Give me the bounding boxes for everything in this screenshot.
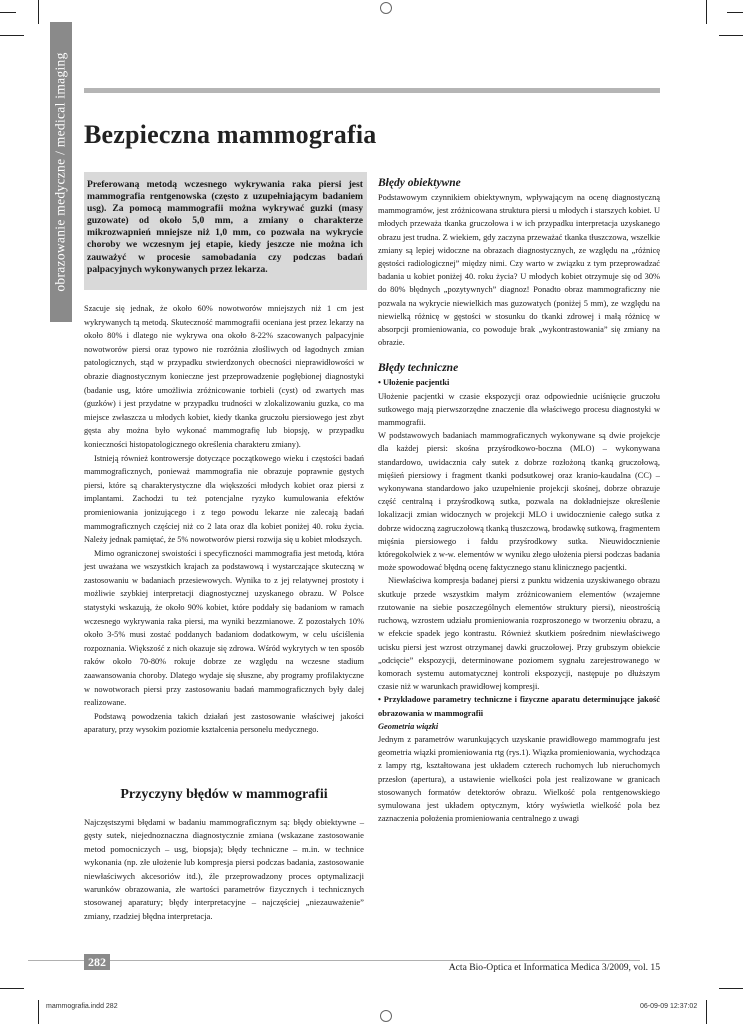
article-title: Bezpieczna mammografia xyxy=(84,120,377,149)
crop-mark xyxy=(0,988,24,989)
page-number: 282 xyxy=(84,954,110,970)
registration-mark-icon xyxy=(380,1010,392,1022)
footer-rule xyxy=(28,960,640,961)
crop-mark xyxy=(706,0,707,24)
header-rule xyxy=(84,88,660,93)
subheading-technical-errors: Błędy techniczne xyxy=(378,362,459,375)
body-paragraph: Niewłaściwa kompresja badanej piersi z punktu widzenia uzyskiwanego obrazu skutkuje przede wszystkim małym zróżnicowaniem elementów (wzajemne rzutowanie na siebie poszczególnych elementów struktury piersi), nieostrością ruchową, wzrostem udziału promieniowania rozproszonego w tworzeniu obrazu, a w efekcie spadek jego kontrastu. Również skutkiem pośrednim niewłaściwego ucisku piersi jest wzrost otrzymanej dawki gruczołowej. Przy grubszym obiekcie „odcięcie” ekspozycji, determinowane poziomem sygnału zarejestrowanego w komorach systemu automatycznej kontroli ekspozycji, następuje po dłuższym czasie niż w warunkach prawidłowej kompresji. xyxy=(378,576,660,692)
print-slug-file: mammografia.indd 282 xyxy=(46,1003,118,1010)
bullet-heading: • Przykładowe parametry techniczne i fizyczne aparatu determinujące jakość obrazowania w mammografii xyxy=(378,695,660,718)
body-paragraph: Mimo ograniczonej swoistości i specyficzności mammografia jest metodą, która jest uważana we wszystkich krajach za podstawową i wystarczające skuteczną w zastosowaniu w badaniach przesiewowych. Wynika to z jej relatywnej prostoty i możliwie szybkiej interpretacji diagnostycznej uzyskanego obrazu. W Polsce statystyki wskazują, że około 90% kobiet, które poddały się badaniom w ramach wczesnego wykrywania raka piersi, ma wyniki bezzmianowe. Z pozostałych 10% około 3-5% musi zostać poddanych badaniom dodatkowym, w celu uściślenia rozpoznania. Większość z nich okazuje się zdrowa. Wśród wykrytych w ten sposób raków około 70-80% rokuje dobrze ze względu na wczesne stadium zaawansowania choroby. Dlatego wydaje się słuszne, aby programy profilaktyczne w nowotworach piersi przy zastosowaniu badań mammograficznych były dalej realizowane. xyxy=(84,548,364,708)
body-paragraph: Szacuje się jednak, że około 60% nowotworów mniejszych niż 1 cm jest wykrywanych tą metodą. Skuteczność mammografii oceniana jest przez lekarzy na około 80% i dlatego nie wykrywa ona około 8-22% szacowanych palpacyjnie nowotworów piersi oraz typowo nie rozróżnia złośliwych od łagodnych zmian patologicznych, stąd w przypadku stwierdzonych obecności nieprawidłowości w obrazie diagnostycznym konieczne jest przeprowadzenie pogłębionej diagnostyki (badanie usg, które umożliwia zróżnicowanie torbieli (cyst) od zwartych mas (guzków) i jest przydatne w przypadku trudności w zlokalizowaniu guzka, co ma miejsce zwłaszcza u młodych kobiet, kiedy tkanka gruczołu piersiowego jest zbyt gęsta aby można było wykonać mammografię lub biopsję, w przypadku konieczności histopatologicznego określenia charakteru zmiany). xyxy=(84,304,364,449)
body-paragraph: Istnieją również kontrowersje dotyczące początkowego wieku i częstości badań mammograficznych, ponieważ mammografia nie obrazuje poprawnie gęstych piersi, które są charakterystyczne dla większości młodych kobiet oraz piersi z implantami. Zachodzi tu też potencjalne ryzyko kumulowania efektów promieniowania jonizującego i z tego powodu lekarze nie zalecają badań mammograficznych częściej niż co 2 lata oraz dla kobiet poniżej 40. roku życia. Należy jednak pamiętać, że 5% nowotworów piersi rozwija się u kobiet młodszych. xyxy=(84,453,364,545)
crop-mark xyxy=(38,0,39,24)
crop-mark xyxy=(719,35,743,36)
section-heading: Przyczyny błędów w mammografii xyxy=(120,787,328,802)
crop-mark xyxy=(0,12,16,13)
minor-heading: Geometria wiązki xyxy=(378,721,439,731)
journal-citation: Acta Bio-Optica et Informatica Medica 3/2009, vol. 15 xyxy=(448,962,660,973)
body-paragraph: Podstawowym czynnikiem obiektywnym, wpływającym na ocenę diagnostyczną mammogramów, jest zróżnicowana struktura piersi u młodych i starszych kobiet. U młodych przeważa tkanka gruczołowa i w ich przypadku interpretacja uzyskanego obrazu jest trudna. Z wiekiem, gdy zaczyna przeważać tkanka tłuszczowa, wszelkie zmiany są lepiej widoczne na obrazach diagnostycznych, ze względu na „różnicę gęstości radiologicznej” między nimi. Czy warto w związku z tym przeprowadzać badania u kobiet poniżej 40. roku życia? U młodych kobiet otrzymuje się od 30% do 80% błędnych „pozytywnych” diagnoz! Ponadto obraz mammograficzny nie pozwala na wykrycie niewielkich mas guzowatych (poniżej 5 mm), ze względu na niewielką różnicę w gęstości w stosunku do tkanki zdrowej i małą różnicę w absorpcji promieniowania, co powoduje brak „wykontrastowania” się zmiany na obrazie. xyxy=(378,193,660,348)
section-sidebar-label: obrazowanie medyczne / medical imaging xyxy=(53,52,68,292)
body-paragraph: Jednym z parametrów warunkujących uzyskanie prawidłowego mammografu jest geometria wiązki promieniowania rtg (rys.1). Wiązka promieniowania, wychodząca z lampy rtg, kształtowana jest układem czterech ruchomych lub nieruchomych przesłon (apertura), a ustawienie wielkości pola jest realizowane w granicach stosowanych formatów detektorów obrazu. Wielkość pola rentgenowskiego symulowana jest układem optycznym, który wyświetla wielkość pola bez zaznaczenia położenia promieniowania centralnego z uwagi xyxy=(378,734,660,824)
crop-mark xyxy=(719,988,743,989)
crop-mark xyxy=(38,1000,39,1024)
left-column xyxy=(84,302,364,737)
crop-mark xyxy=(727,12,743,13)
bullet-heading: • Ułożenie pacjentki xyxy=(378,378,450,388)
body-paragraph: W podstawowych badaniach mammograficznych wykonywane są dwie projekcje dla każdej piersi: skośna przyśrodkowo-boczna (MLO) – wykonywana standardowo, uwidacznia cały sutek z dobrze rozłożoną tkanką gruczołową, mięśień piersiowy i fragment tkanki podsutkowej oraz kranio-kaudalna (CC) – wykonywana standardowo jako uzupełnienie projekcji skośnej, dobrze obrazuje część centralną i przyśrodkową sutka, pozwala na dokładniejsze określenie lokalizacji zmian widocznych w projekcji MLO i uwidocznienie całego sutka z dobrze widoczną zagruczołową tkanką tłuszczową, brodawkę sutkową, fragmentem mięśnia piersiowego i fałdu przyśrodkowy sutka. Nieuwidocznienie któregokolwiek z w-w. elementów w wyniku złego ułożenia piersi podczas badania może spowodować błędną ocenę faktycznego stanu klinicznego pacjentki. xyxy=(378,431,660,573)
registration-mark-icon xyxy=(380,2,392,14)
crop-mark xyxy=(706,1000,707,1024)
crop-mark xyxy=(0,35,24,36)
subheading-objective-errors: Błędy obiektywne xyxy=(378,177,461,189)
section-sidebar-label-wrap xyxy=(50,22,72,322)
body-paragraph: Podstawą powodzenia takich działań jest zastosowanie właściwej jakości aparatury, przy wysokim poziomie kształcenia personelu medycznego. xyxy=(84,711,364,735)
body-paragraph: Ułożenie pacjentki w czasie ekspozycji oraz odpowiednie uciśnięcie gruczołu sutkowego mają pierwszorzędne znaczenie dla właściwego procesu diagnostyki w mammografii. xyxy=(378,391,660,428)
right-column xyxy=(378,176,660,825)
print-slug-date: 06-09-09 12:37:02 xyxy=(640,1003,698,1010)
article-lead: Preferowaną metodą wczesnego wykrywania raka piersi jest mammografia rentgenowska (często z uzupełniającym badaniem usg). Za pomocą mammografii można wykrywać guzki (masy guzowate) od około 5,0 mm, a zmiany o charakterze mikrozwapnień mniejsze niż 1,0 mm, co pozwala na wykrycie choroby we wczesnym jej etapie, kiedy jeszcze nie można ich zauważyć w procesie samobadania czy podczas badań palpacyjnych wykonywanych przez lekarza. xyxy=(84,172,367,290)
section-text: Najczęstszymi błędami w badaniu mammograficznym są: błędy obiektywne – gęsty sutek, niejednoznaczna diagnostycznie zmiana (wskazane zastosowanie metod pomocniczych – usg, biopsja); błędy techniczne – m.in. w technice wykonania (np. złe ułożenie lub kompresja piersi podczas badania, zastosowanie niewłaściwych akcesoriów itd.), źle przeprowadzony proces optymalizacji warunków obrazowania, złe wartości parametrów fizycznych i technicznych stosowanej aparatury; błędy interpretacyjne – najczęściej „niezauważenie” zmiany, rzadziej błędna interpretacja. xyxy=(84,817,364,921)
